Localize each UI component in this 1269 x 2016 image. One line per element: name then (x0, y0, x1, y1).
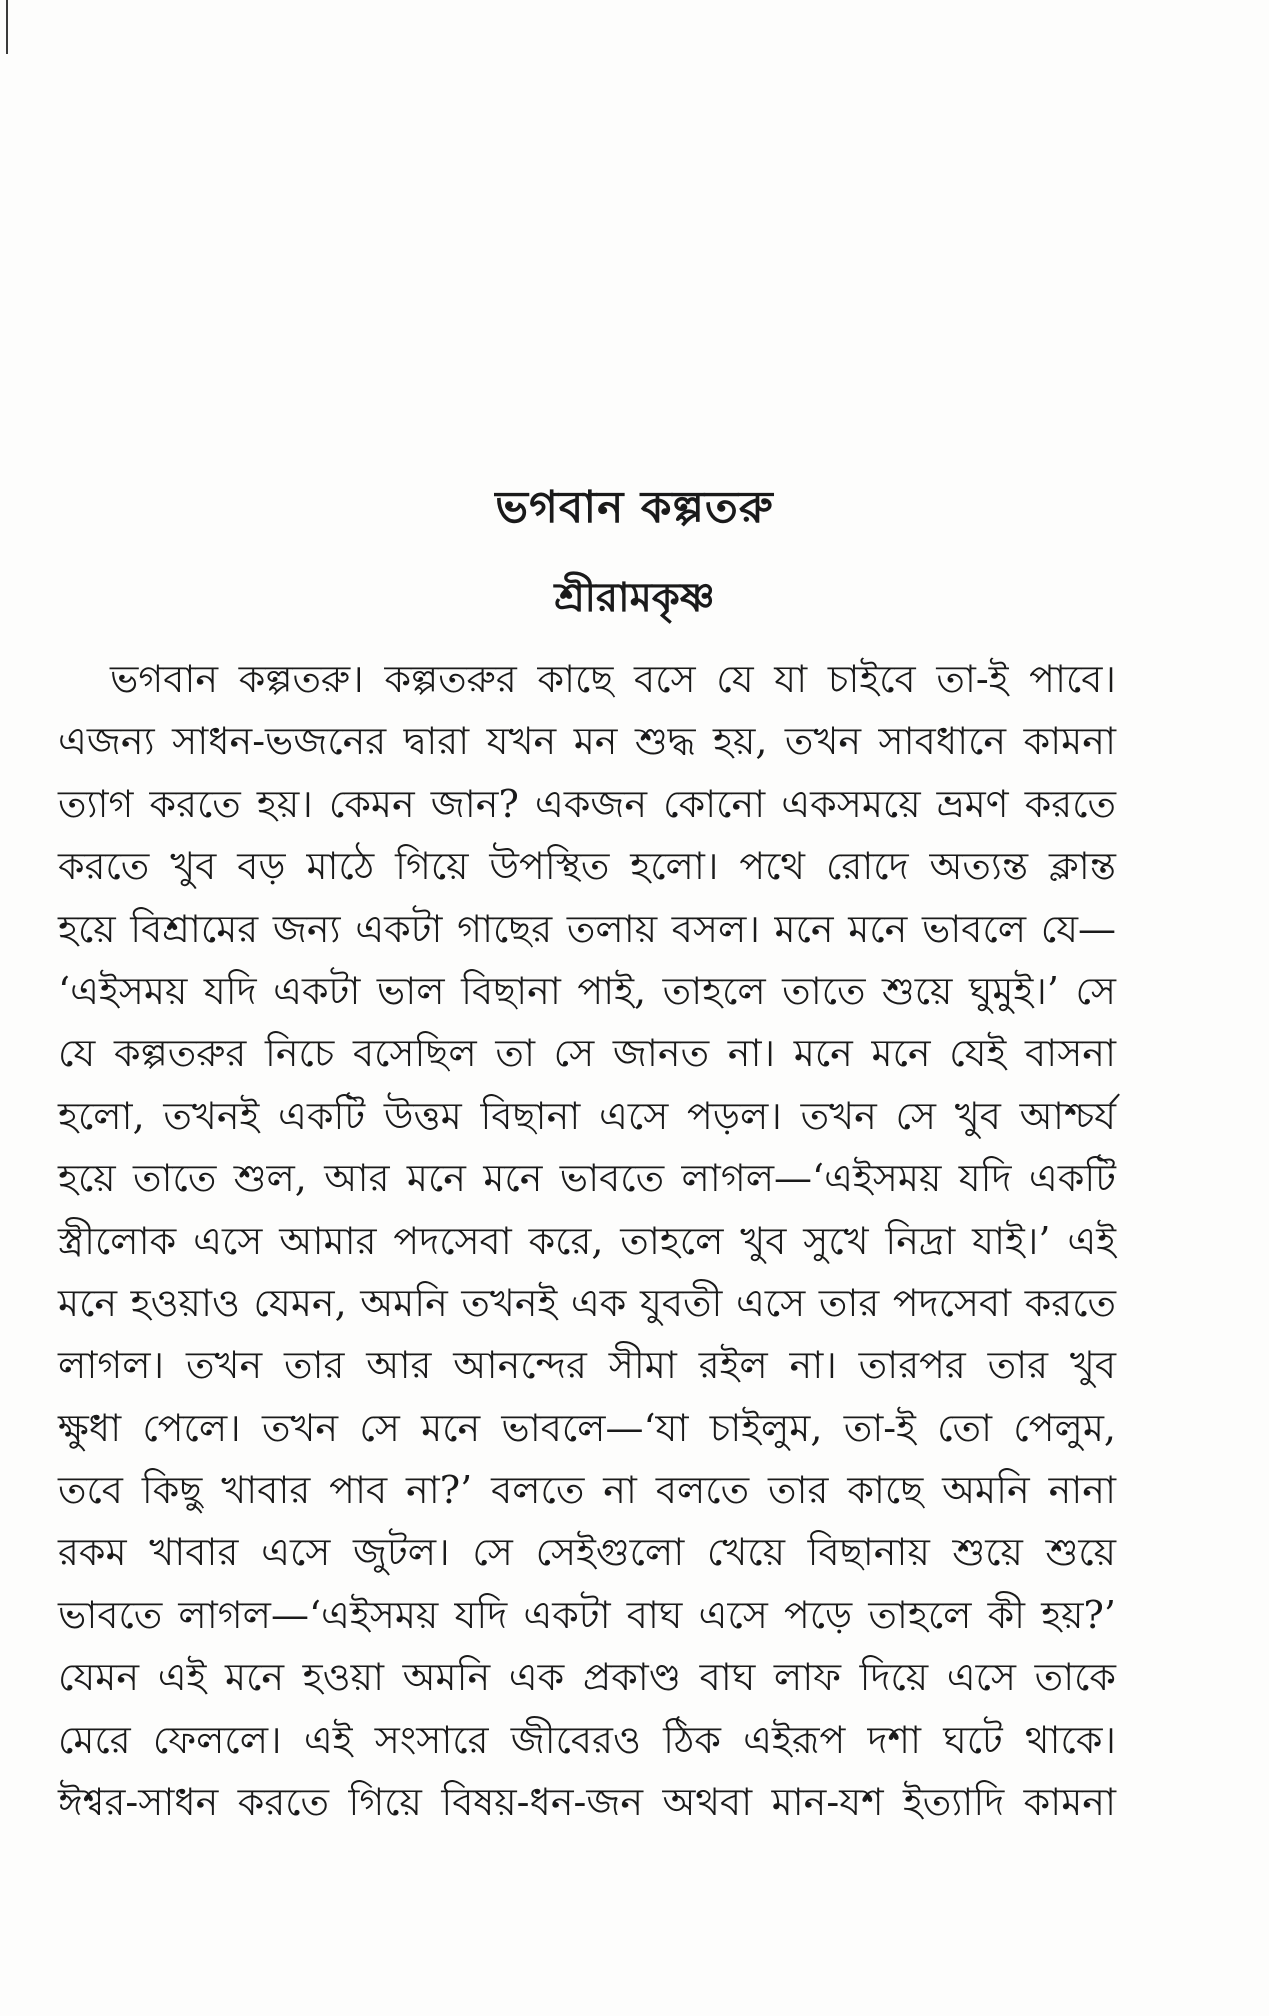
body-paragraph (58, 648, 1116, 1833)
text-line: হলো, তখনই একটি উত্তম বিছানা এসে পড়ল। তখন সে খুব আশ্চর্য (58, 1093, 1116, 1138)
text-line: তবে কিছু খাবার পাব না?’ বলতে না বলতে তার কাছে অমনি নানা (58, 1468, 1116, 1513)
text-line: মনে হওয়াও যেমন, অমনি তখনই এক যুবতী এসে তার পদসেবা করতে (58, 1280, 1116, 1325)
text-line: রকম খাবার এসে জুটল। সে সেইগুলো খেয়ে বিছানায় শুয়ে শুয়ে (58, 1530, 1116, 1575)
text-line: এজন্য সাধন-ভজনের দ্বারা যখন মন শুদ্ধ হয়, তখন সাবধানে কামনা (58, 719, 1116, 764)
text-line: ভগবান কল্পতরু। কল্পতরুর কাছে বসে যে যা চাইবে তা-ই পাবে। (110, 657, 1116, 701)
text-line: ত্যাগ করতে হয়। কেমন জান? একজন কোনো একসময়ে ভ্রমণ করতে (58, 781, 1116, 826)
text-line: স্ত্রীলোক এসে আমার পদসেবা করে, তাহলে খুব সুখে নিদ্রা যাই।’ এই (58, 1218, 1116, 1263)
text-line: ঈশ্বর-সাধন করতে গিয়ে বিষয়-ধন-জন অথবা মান-যশ ইত্যাদি কামনা (58, 1780, 1116, 1825)
text-line: হয়ে তাতে শুল, আর মনে মনে ভাবতে লাগল—‘এইসময় যদি একটি (58, 1156, 1116, 1201)
text-line: হয়ে বিশ্রামের জন্য একটা গাছের তলায় বসল। মনে মনে ভাবলে যে— (58, 906, 1116, 951)
text-line: যে কল্পতরুর নিচে বসেছিল তা সে জানত না। মনে মনে যেই বাসনা (58, 1031, 1116, 1076)
text-line: করতে খুব বড় মাঠে গিয়ে উপস্থিত হলো। পথে রোদে অত্যন্ত ক্লান্ত (58, 844, 1116, 889)
text-line: লাগল। তখন তার আর আনন্দের সীমা রইল না। তারপর তার খুব (58, 1343, 1116, 1388)
text-line: ভাবতে লাগল—‘এইসময় যদি একটা বাঘ এসে পড়ে তাহলে কী হয়?’ (58, 1592, 1116, 1637)
text-line: ক্ষুধা পেলে। তখন সে মনে ভাবলে—‘যা চাইলুম, তা-ই তো পেলুম, (58, 1405, 1116, 1450)
chapter-author: শ্রীরামকৃষ্ণ (554, 574, 715, 621)
page-edge-mark (6, 0, 8, 54)
text-line: যেমন এই মনে হওয়া অমনি এক প্রকাণ্ড বাঘ লাফ দিয়ে এসে তাকে (58, 1655, 1116, 1700)
text-line: মেরে ফেললে। এই সংসারে জীবেরও ঠিক এইরূপ দশা ঘটে থাকে। (58, 1717, 1116, 1762)
text-line: ‘এইসময় যদি একটা ভাল বিছানা পাই, তাহলে তাতে শুয়ে ঘুমুই।’ সে (58, 968, 1116, 1013)
chapter-title: ভগবান কল্পতরু (495, 482, 774, 533)
